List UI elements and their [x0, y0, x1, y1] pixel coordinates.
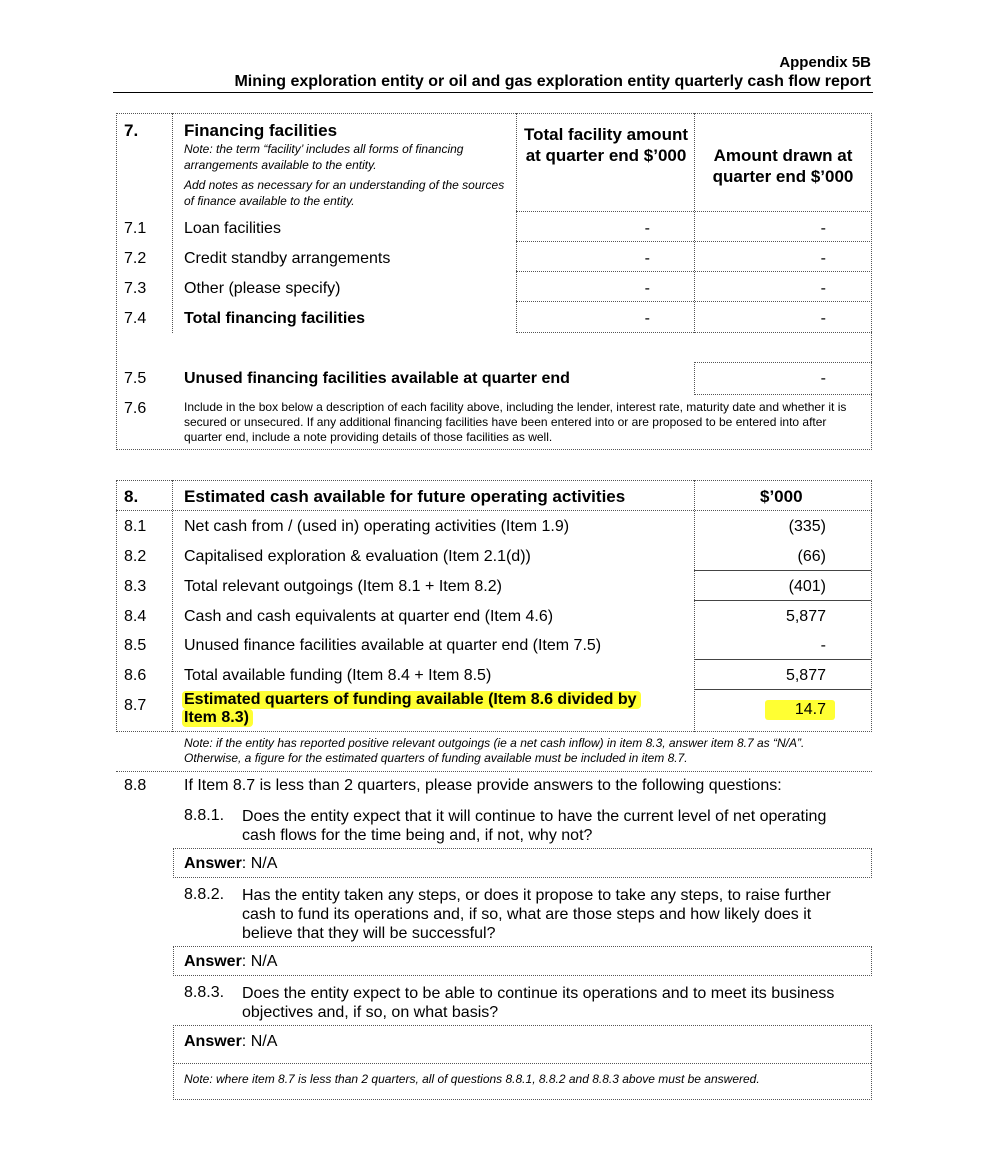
q-8-8-1-number: 8.8.1. — [184, 807, 225, 824]
row-7-3-number: 7.3 — [124, 280, 147, 297]
row-8-2-number: 8.2 — [124, 548, 147, 565]
s8-sum-rule-3 — [694, 659, 871, 660]
answer-label: Answer — [184, 953, 242, 970]
answer-value: : N/A — [241, 953, 278, 970]
row-7-2-label: Credit standby arrangements — [184, 250, 391, 267]
row-7-4-total: - — [644, 310, 650, 327]
row-8-7-note: Note: if the entity has reported positive relevant outgoings (ie a net cash inflow) in item 8.3, answer item 8.7 as “N/A”. Otherwise, a figure for the estimated quarters of funding available must be included in item 8.7. — [184, 736, 805, 765]
row-7-4-number: 7.4 — [124, 310, 147, 327]
appendix-label: Appendix 5B — [779, 54, 871, 71]
q-8-8-1-text: Does the entity expect that it will continue to have the current level of net operating cash flows for the time being and, if not, why not? — [242, 808, 827, 844]
s7-row-line — [516, 241, 872, 242]
s8-top-border — [116, 480, 872, 481]
s8-sum-rule-1 — [694, 570, 871, 571]
s8-left-border — [116, 480, 117, 732]
s8-sum-rule-4 — [694, 689, 871, 690]
row-7-3-label: Other (please specify) — [184, 280, 341, 297]
q-8-8-2-answer-box — [173, 946, 872, 976]
row-8-6-label: Total available funding (Item 8.4 + Item 8.5) — [184, 667, 492, 684]
row-7-1-drawn: - — [820, 220, 826, 237]
row-7-1-number: 7.1 — [124, 220, 147, 237]
s7-bottom-border — [116, 449, 872, 450]
s8-header-bottom — [116, 510, 872, 511]
q-8-8-1-answer-box — [173, 848, 872, 878]
s7-col2-left — [694, 113, 695, 333]
row-8-4-number: 8.4 — [124, 608, 147, 625]
q-8-8-3-text: Does the entity expect to be able to continue its operations and to meet its business objectives and, if so, on what basis? — [242, 985, 835, 1021]
row-8-2-label: Capitalised exploration & evaluation (Item 2.1(d)) — [184, 548, 531, 565]
report-title: Mining exploration entity or oil and gas exploration entity quarterly cash flow report — [234, 73, 871, 90]
row-7-2-drawn: - — [820, 250, 826, 267]
row-8-3-number: 8.3 — [124, 578, 147, 595]
row-8-3-label: Total relevant outgoings (Item 8.1 + Item 8.2) — [184, 578, 502, 595]
s8-right-border — [871, 480, 872, 732]
s7-title: Financing facilities — [184, 121, 338, 140]
s7-note-facility: Note: the term “facility’ includes all forms of financing arrangements available to the entity. — [184, 142, 464, 172]
row-7-2-number: 7.2 — [124, 250, 147, 267]
row-8-6-number: 8.6 — [124, 667, 147, 684]
row-7-4-drawn: - — [820, 310, 826, 327]
row-7-5-number: 7.5 — [124, 370, 147, 387]
row-7-3-drawn: - — [820, 280, 826, 297]
s8-unit-header: $’000 — [760, 487, 803, 506]
row-7-6-description: Include in the box below a description of each facility above, including the lender, interest rate, maturity date and whether it is secured or unsecured. If any additional financing facilities have been entered into or are proposed to be entered into after quarter end, include a note providing details of those facilities as well. — [184, 400, 847, 444]
final-note: Note: where item 8.7 is less than 2 quarters, all of questions 8.8.1, 8.8.2 and 8.8.3 above must be answered. — [184, 1072, 760, 1086]
row-7-1-label: Loan facilities — [184, 220, 281, 237]
s8-note-bottom — [116, 771, 872, 772]
s7-row-line — [516, 332, 872, 333]
q-8-8-2-text: Has the entity taken any steps, or does it propose to take any steps, to raise further cash to fund its operations and, if so, what are those steps and how likely does it believe that they will be successful? — [242, 887, 831, 942]
row-8-5-value: - — [820, 637, 826, 654]
row-8-1-number: 8.1 — [124, 518, 147, 535]
s7-number: 7. — [124, 121, 139, 140]
row-8-5-number: 8.5 — [124, 637, 147, 654]
row-7-2-total: - — [644, 250, 650, 267]
row-7-5-value: - — [820, 370, 826, 387]
s7-col-drawn-header: Amount drawn at quarter end $’000 — [712, 146, 854, 186]
s8-title: Estimated cash available for future operating activities — [184, 487, 626, 506]
row-8-1-value: (335) — [788, 518, 826, 535]
row-8-6-value: 5,877 — [785, 667, 826, 684]
s8-value-col-divider — [694, 480, 695, 732]
q-8-8-2-number: 8.8.2. — [184, 886, 225, 903]
s7-row-line — [516, 301, 872, 302]
row-7-3-total: - — [644, 280, 650, 297]
row-8-4-label: Cash and cash equivalents at quarter end (Item 4.6) — [184, 608, 554, 625]
s8-sum-rule-2 — [694, 600, 871, 601]
row-8-7-label-line1: Estimated quarters of funding available (Item 8.6 divided by — [182, 691, 641, 709]
s7-header-bottom — [516, 211, 872, 212]
row-7-4-label: Total financing facilities — [184, 310, 366, 327]
s7-note-additional: Add notes as necessary for an understanding of the sources of finance available to the entity. — [184, 178, 505, 208]
s7-right-border — [871, 113, 872, 450]
row-8-8-number: 8.8 — [124, 777, 147, 794]
q-8-8-2-answer — [184, 953, 277, 971]
s8-num-col-divider — [172, 480, 173, 732]
row-8-7-value: 14.7 — [794, 701, 826, 718]
row-8-8-label: If Item 8.7 is less than 2 quarters, please provide answers to the following questions: — [184, 777, 782, 794]
q-8-8-1-answer — [184, 855, 277, 873]
row-8-2-value: (66) — [797, 548, 826, 565]
answer-value: : N/A — [241, 855, 278, 872]
answer-label: Answer — [184, 1033, 242, 1050]
row-8-7-label-line2: Item 8.3) — [182, 709, 253, 727]
s8-table-bottom — [116, 731, 872, 732]
s7-top-border — [116, 113, 872, 114]
row-8-5-label: Unused finance facilities available at quarter end (Item 7.5) — [184, 637, 602, 654]
row-7-5-label: Unused financing facilities available at quarter end — [184, 370, 570, 387]
row-8-4-value: 5,877 — [785, 608, 826, 625]
answer-value: : N/A — [241, 1033, 278, 1050]
s7-num-col-divider — [172, 113, 173, 333]
row-7-6-number: 7.6 — [124, 400, 147, 417]
row-8-7-number: 8.7 — [124, 697, 147, 714]
s7-row-line — [516, 271, 872, 272]
q-8-8-3-number: 8.8.3. — [184, 984, 225, 1001]
s8-number: 8. — [124, 487, 139, 506]
s7-col-total-header: Total facility amount at quarter end $’000 — [523, 125, 689, 165]
row-8-3-value: (401) — [788, 578, 826, 595]
answer-label: Answer — [184, 855, 242, 872]
q-8-8-3-answer — [184, 1033, 277, 1051]
header-rule — [113, 92, 873, 93]
s7-left-border — [116, 113, 117, 450]
row-8-1-label: Net cash from / (used in) operating activities (Item 1.9) — [184, 518, 570, 535]
s7-col1-left — [516, 113, 517, 333]
final-note-divider — [173, 1063, 871, 1064]
row-7-1-total: - — [644, 220, 650, 237]
